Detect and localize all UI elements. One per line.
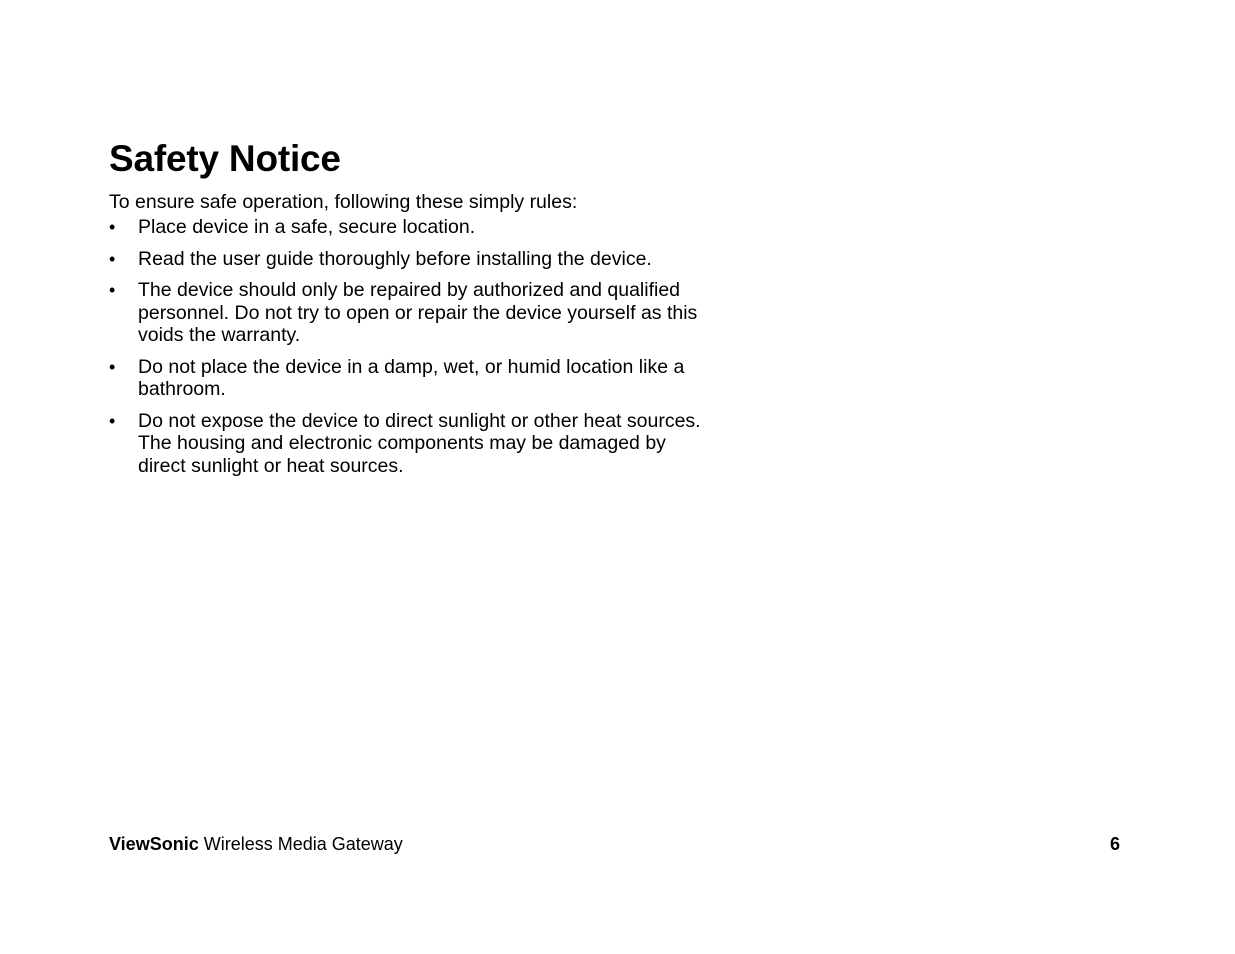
footer-product-line (109, 832, 403, 856)
safety-rule-text: Read the user guide thoroughly before installing the device. (138, 247, 652, 270)
safety-rule-item (109, 279, 709, 347)
footer-product: Wireless Media Gateway (203, 834, 403, 854)
main-content (109, 137, 709, 486)
safety-rule-item (109, 410, 709, 478)
safety-rule-item (109, 248, 709, 271)
bullet-icon: • (109, 356, 116, 377)
bullet-icon: • (109, 410, 116, 431)
intro-text: To ensure safe operation, following these simply rules: (109, 191, 578, 213)
safety-rule-item (109, 356, 709, 401)
footer-brand: ViewSonic (109, 834, 199, 854)
page-footer (109, 832, 1120, 856)
safety-rule-text: Place device in a safe, secure location. (138, 216, 476, 238)
bullet-icon: • (109, 280, 116, 300)
safety-rule-text: Do not place the device in a damp, wet, or humid location like a bathroom. (138, 355, 685, 400)
safety-rule-item (109, 216, 709, 239)
bullet-icon: • (109, 248, 116, 269)
safety-rules-list (109, 216, 709, 477)
safety-rule-text: The device should only be repaired by authorized and qualified personnel. Do not try to open or repair the device yourself as this voids the warranty. (138, 279, 698, 346)
page-number: 6 (1109, 834, 1120, 854)
page-title: Safety Notice (109, 138, 341, 179)
safety-rule-text: Do not expose the device to direct sunlight or other heat sources. The housing and electronic components may be damaged by direct sunlight or heat sources. (138, 409, 701, 477)
bullet-icon: • (109, 217, 116, 237)
